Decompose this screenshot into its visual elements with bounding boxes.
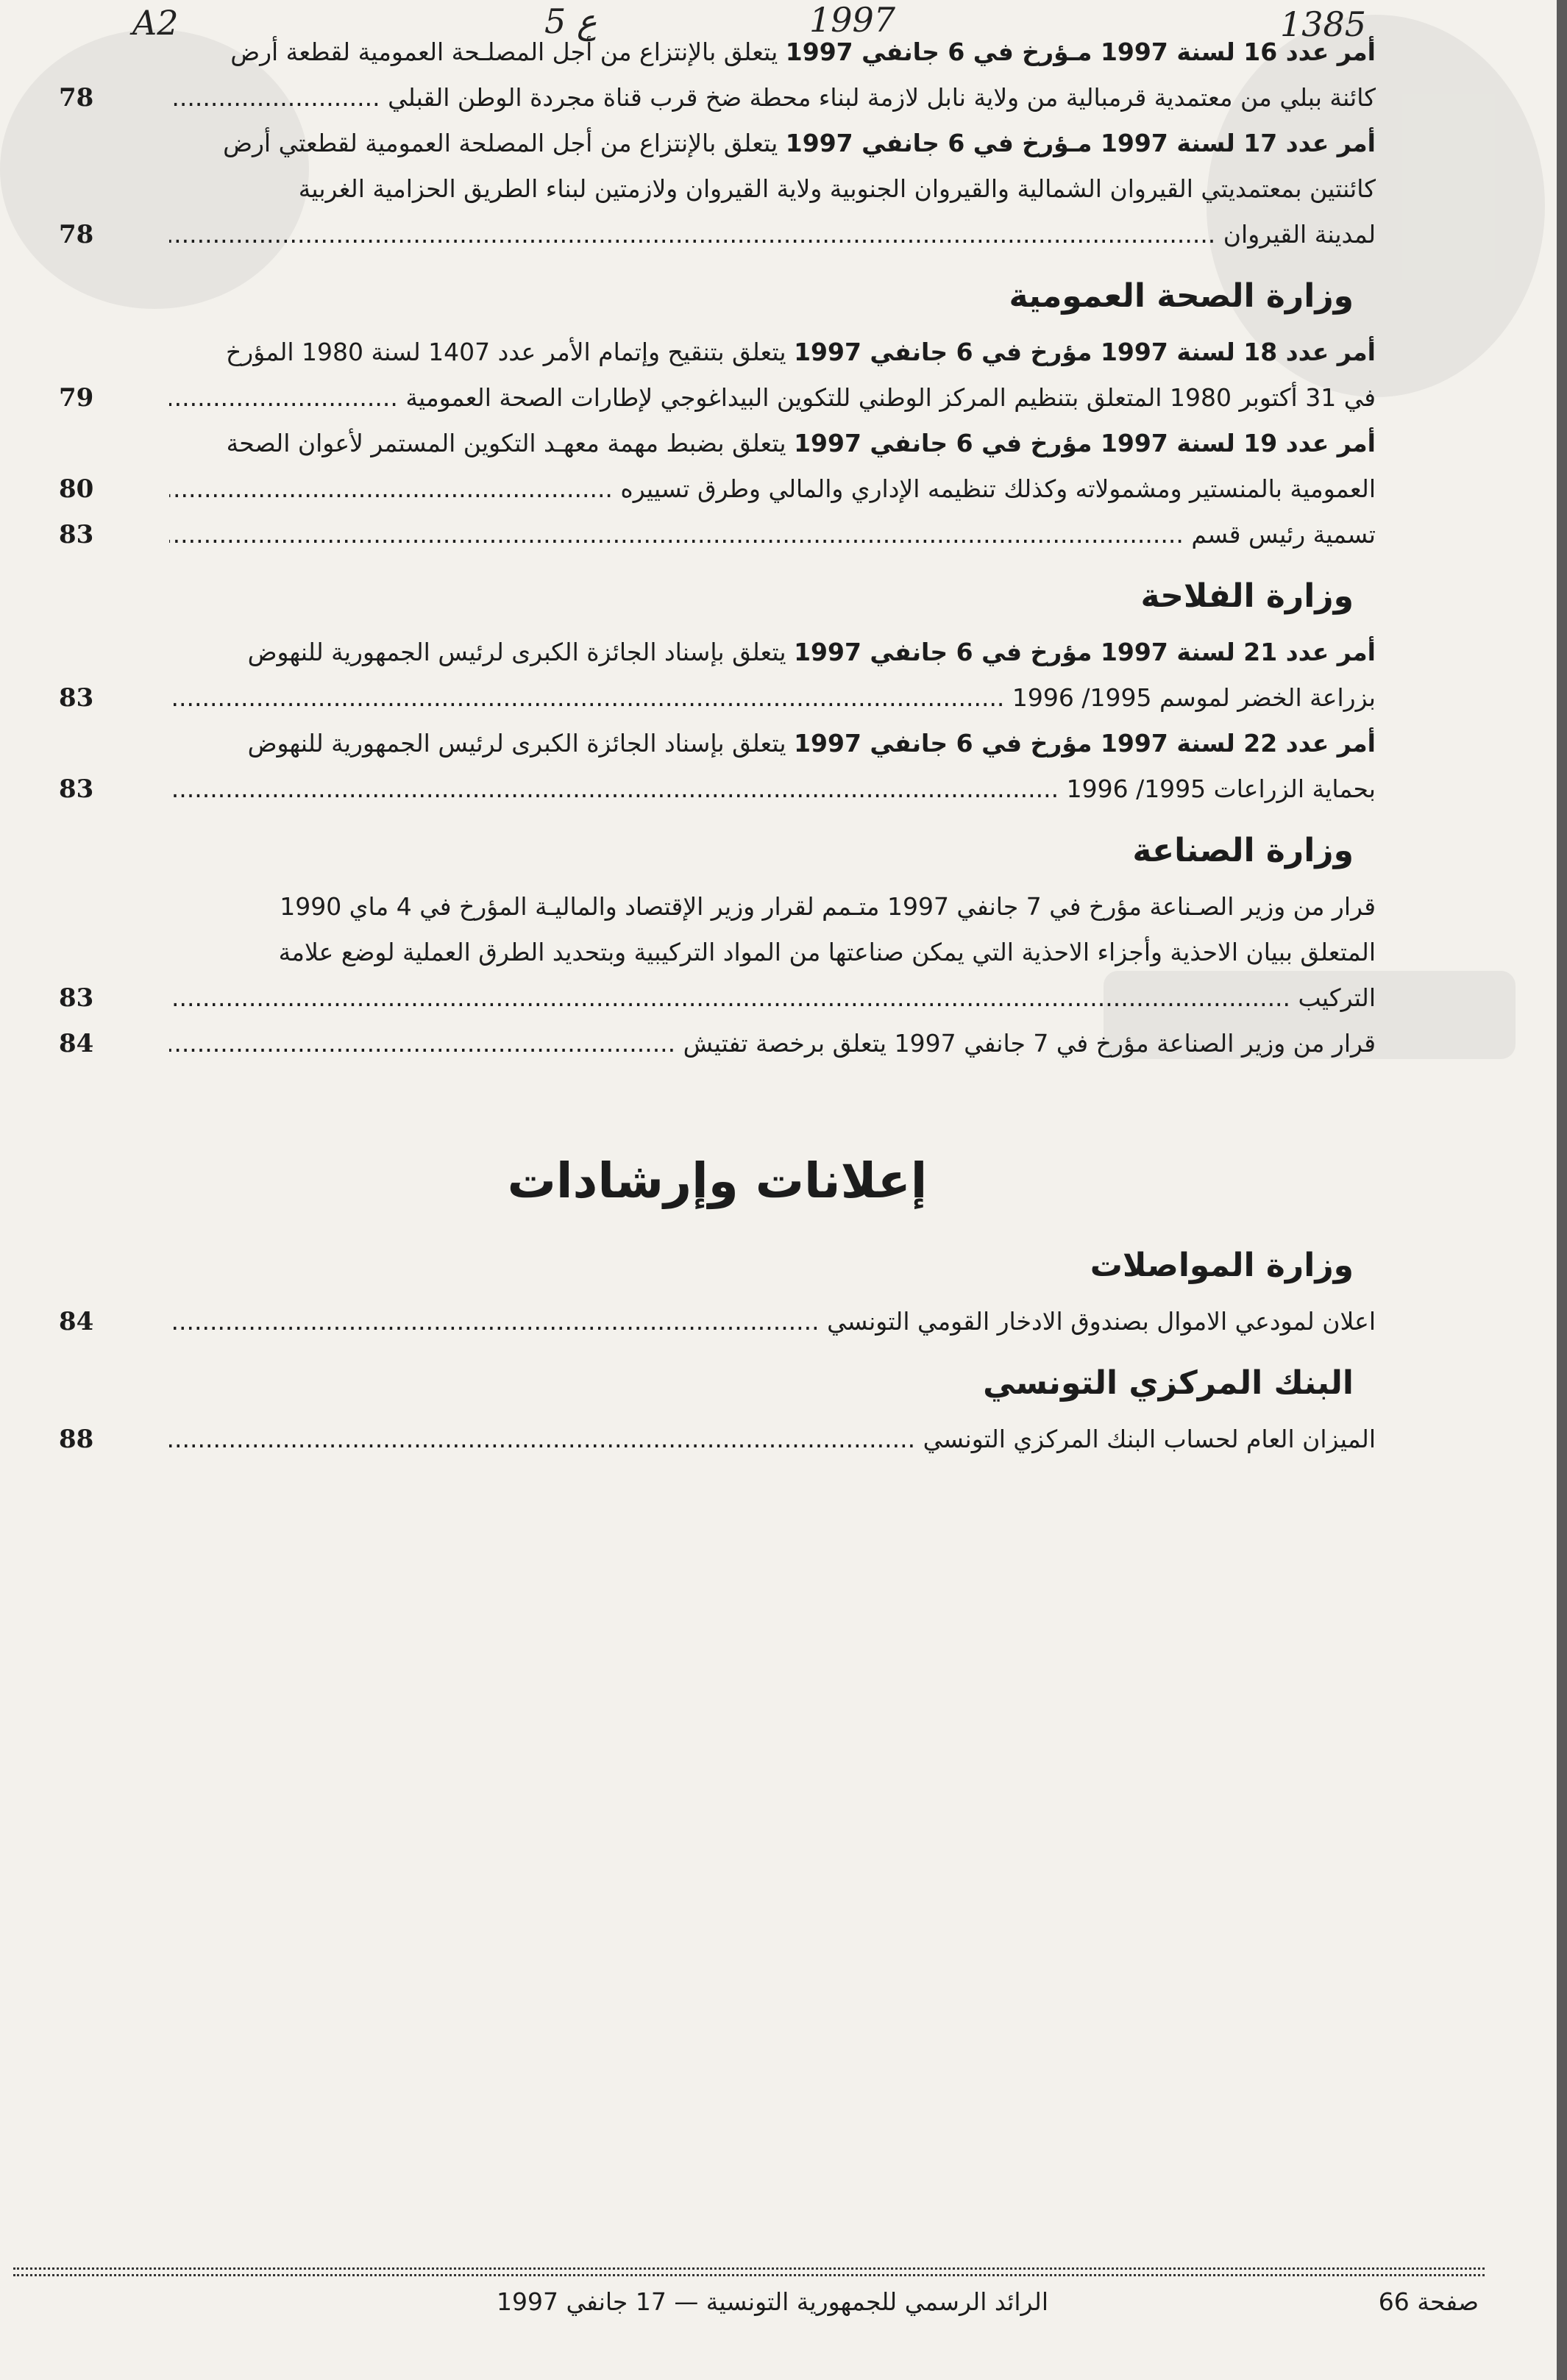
toc-entry xyxy=(59,721,1376,812)
entry-line xyxy=(169,1299,1376,1344)
section-heading: وزارة الصحة العمومية xyxy=(1009,277,1354,315)
toc-entry xyxy=(59,1299,1376,1344)
section-heading: وزارة الصناعة xyxy=(1132,832,1354,869)
entry-line xyxy=(169,721,1376,766)
entry-text: يتعلق بإسناد الجائزة الكبرى لرئيس الجمهورية للنهوض xyxy=(247,729,786,758)
page-reference: 83 xyxy=(59,983,94,1013)
toc-entry xyxy=(59,421,1376,512)
handwritten-number: 1385 xyxy=(1280,4,1367,44)
entry-text: بحماية الزراعات 1995/ 1996 xyxy=(1066,774,1376,803)
entry-line xyxy=(169,375,1376,421)
toc-entry xyxy=(59,1417,1376,1462)
entry-text: يتعلق بضبط مهمة معهـد التكوين المستمر لأعوان الصحة xyxy=(226,429,786,457)
entry-line xyxy=(169,930,1376,975)
entry-text: يتعلق بتنقيح وإتمام الأمر عدد 1407 لسنة 1980 المؤرخ xyxy=(225,338,786,366)
entry-text: بزراعة الخضر لموسم 1995/ 1996 xyxy=(1012,683,1376,712)
handwritten-mark: 5 ع xyxy=(544,1,597,41)
page-footer xyxy=(0,2287,1567,2331)
entry-line xyxy=(169,766,1376,812)
table-of-contents xyxy=(59,29,1376,1462)
page-number-label: صفحة 66 xyxy=(1378,2287,1479,2316)
handwritten-year: 1997 xyxy=(809,0,896,40)
page-reference: 83 xyxy=(59,683,94,713)
page-reference: 80 xyxy=(59,474,94,504)
entry-line xyxy=(169,466,1376,512)
page-reference: 84 xyxy=(59,1307,94,1336)
decree-reference: أمر عدد 18 لسنة 1997 مؤرخ في 6 جانفي 1997 xyxy=(794,338,1376,366)
entry-line xyxy=(169,512,1376,557)
entry-line xyxy=(169,975,1376,1021)
entry-text: قرار من وزير الصـناعة مؤرخ في 7 جانفي 1997 متـمم لقرار وزير الإقتصاد والماليـة المؤرخ في 4 ماي 1990 xyxy=(280,892,1376,921)
entry-text: يتعلق بالإنتزاع من أجل المصلحة العمومية لقطعتي أرض xyxy=(223,129,778,157)
entry-text: كائنتين بمعتمديتي القيروان الشمالية والقيروان الجنوبية ولاية القيروان ولازمتين لبناء الطريق الحزامية الغربية xyxy=(298,174,1376,203)
entry-line xyxy=(169,884,1376,930)
entry-line xyxy=(169,675,1376,721)
toc-entry xyxy=(59,512,1376,557)
decree-reference: أمر عدد 19 لسنة 1997 مؤرخ في 6 جانفي 1997 xyxy=(794,429,1376,457)
entry-text: المتعلق ببيان الاحذية وأجزاء الاحذية التي يمكن صناعتها من المواد التركيبية وبتحديد الطرق العملية لوضع علامة xyxy=(278,938,1376,966)
page-reference: 78 xyxy=(59,220,94,249)
toc-entry xyxy=(59,329,1376,421)
entry-text: يتعلق بإسناد الجائزة الكبرى لرئيس الجمهورية للنهوض xyxy=(247,638,786,666)
page-reference: 84 xyxy=(59,1029,94,1058)
entry-line xyxy=(169,75,1376,121)
page-reference: 88 xyxy=(59,1425,94,1454)
toc-entry xyxy=(59,29,1376,121)
page-reference: 78 xyxy=(59,83,94,113)
entry-line xyxy=(169,421,1376,466)
section-heading: وزارة الفلاحة xyxy=(1140,577,1354,615)
entry-line xyxy=(169,630,1376,675)
entry-text: لمدينة القيروان xyxy=(1223,220,1376,249)
entry-text: التركيب xyxy=(1298,983,1376,1012)
journal-title: الرائد الرسمي للجمهورية التونسية — 17 جانفي 1997 xyxy=(497,2287,1048,2316)
entry-line xyxy=(169,166,1376,212)
section-heading: البنك المركزي التونسي xyxy=(983,1364,1354,1402)
section-heading: وزارة المواصلات xyxy=(1090,1247,1354,1284)
handwritten-mark: A2 xyxy=(132,3,179,43)
decree-reference: أمر عدد 21 لسنة 1997 مؤرخ في 6 جانفي 1997 xyxy=(794,638,1376,666)
entry-line xyxy=(169,121,1376,166)
entry-line xyxy=(169,329,1376,375)
entry-text: العمومية بالمنستير ومشمولاته وكذلك تنظيمه الإداري والمالي وطرق تسييره xyxy=(620,474,1376,503)
page-reference: 83 xyxy=(59,774,94,804)
entry-line xyxy=(169,212,1376,257)
entry-text: يتعلق بالإنتزاع من أجل المصلـحة العمومية لقطعة أرض xyxy=(230,38,778,66)
page-reference: 79 xyxy=(59,383,94,413)
entry-text: في 31 أكتوبر 1980 المتعلق بتنظيم المركز الوطني للتكوين البيداغوجي لإطارات الصحة العمومية xyxy=(405,383,1376,412)
decree-reference: أمر عدد 22 لسنة 1997 مؤرخ في 6 جانفي 1997 xyxy=(794,729,1376,758)
entry-line xyxy=(169,29,1376,75)
entry-text: اعلان لمودعي الاموال بصندوق الادخار القومي التونسي xyxy=(827,1307,1376,1336)
entry-line xyxy=(169,1021,1376,1066)
footer-divider xyxy=(13,2267,1485,2276)
entry-text: قرار من وزير الصناعة مؤرخ في 7 جانفي 1997 يتعلق برخصة تفتيش xyxy=(683,1029,1376,1058)
entry-text: تسمية رئيس قسم xyxy=(1191,520,1376,549)
toc-entry xyxy=(59,1021,1376,1066)
toc-entry xyxy=(59,884,1376,1021)
entry-text: كائنة ببلي من معتمدية قرمبالية من ولاية نابل لازمة لبناء محطة ضخ قرب قناة مجردة الوطن القبلي xyxy=(388,83,1376,112)
announcements-title: إعلانات وإرشادات xyxy=(507,1152,928,1209)
toc-entry xyxy=(59,630,1376,721)
entry-line xyxy=(169,1417,1376,1462)
page-reference: 83 xyxy=(59,520,94,549)
entry-text: الميزان العام لحساب البنك المركزي التونسي xyxy=(923,1425,1376,1453)
decree-reference: أمر عدد 16 لسنة 1997 مـؤرخ في 6 جانفي 1997 xyxy=(785,38,1376,66)
scan-edge xyxy=(1557,0,1567,2380)
toc-entry xyxy=(59,121,1376,257)
decree-reference: أمر عدد 17 لسنة 1997 مـؤرخ في 6 جانفي 1997 xyxy=(785,129,1376,157)
